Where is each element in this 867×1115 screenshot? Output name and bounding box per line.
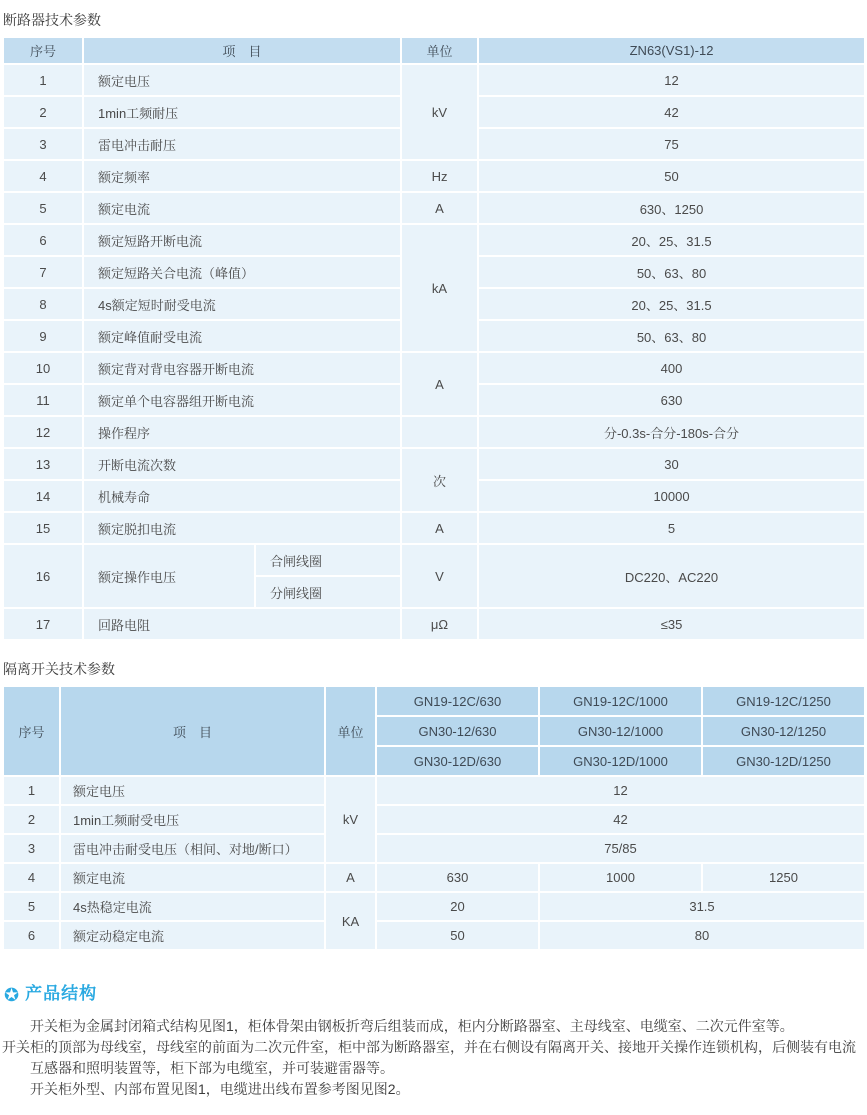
cell-no: 5 xyxy=(3,892,60,921)
cell-item: 1min工频耐受电压 xyxy=(60,805,325,834)
table-header-row xyxy=(3,37,865,64)
header-model: GN19-12C/1000 xyxy=(539,686,702,716)
cell-value: 1250 xyxy=(702,863,865,892)
header-unit: 单位 xyxy=(401,37,478,64)
cell-subitem-closing-coil: 合闸线圈 xyxy=(255,544,401,576)
table-row xyxy=(3,64,865,96)
cell-no: 6 xyxy=(3,921,60,950)
cell-unit: V xyxy=(401,544,478,608)
table-row xyxy=(3,352,865,384)
cell-unit: A xyxy=(325,863,376,892)
circled-star-icon: ✪ xyxy=(4,985,20,1005)
paragraph: 开关柜为金属封闭箱式结构见图1，柜体骨架由钢板折弯后组装而成，柜内分断路器室、主母线室、电缆室、二次元件室等。 xyxy=(30,1018,794,1034)
cell-item: 4s热稳定电流 xyxy=(60,892,325,921)
cell-unit: A xyxy=(401,352,478,416)
table-row xyxy=(3,224,865,256)
table-row xyxy=(3,416,865,448)
cell-value: 400 xyxy=(478,352,865,384)
header-model: GN30-12/630 xyxy=(376,716,539,746)
table-header-row xyxy=(3,686,865,716)
table-row xyxy=(3,512,865,544)
cell-no: 17 xyxy=(3,608,83,640)
cell-value: 12 xyxy=(376,776,865,805)
cell-no: 10 xyxy=(3,352,83,384)
cell-unit: μΩ xyxy=(401,608,478,640)
cell-item: 额定电流 xyxy=(60,863,325,892)
cell-value: 630 xyxy=(376,863,539,892)
cell-value: 42 xyxy=(376,805,865,834)
header-model: GN30-12D/1000 xyxy=(539,746,702,776)
table-row xyxy=(3,544,865,576)
cell-value: 50 xyxy=(478,160,865,192)
cell-item: 额定动稳定电流 xyxy=(60,921,325,950)
cell-value: 31.5 xyxy=(539,892,865,921)
cell-unit: kV xyxy=(325,776,376,863)
cell-item: 额定峰值耐受电流 xyxy=(83,320,401,352)
cell-item: 雷电冲击耐受电压（相间、对地/断口） xyxy=(60,834,325,863)
cell-value: 75 xyxy=(478,128,865,160)
cell-value: 分-0.3s-合分-180s-合分 xyxy=(478,416,865,448)
cell-value: 630、1250 xyxy=(478,192,865,224)
cell-no: 8 xyxy=(3,288,83,320)
cell-no: 9 xyxy=(3,320,83,352)
cell-item: 额定脱扣电流 xyxy=(83,512,401,544)
table2-title: 隔离开关技术参数 xyxy=(3,661,115,677)
table-row xyxy=(3,834,865,863)
header-model: ZN63(VS1)-12 xyxy=(478,37,865,64)
cell-no: 12 xyxy=(3,416,83,448)
cell-value: 10000 xyxy=(478,480,865,512)
cell-no: 14 xyxy=(3,480,83,512)
cell-unit: kA xyxy=(401,224,478,352)
cell-value: DC220、AC220 xyxy=(478,544,865,608)
cell-no: 2 xyxy=(3,96,83,128)
table-row xyxy=(3,805,865,834)
cell-item: 额定短路开断电流 xyxy=(83,224,401,256)
cell-value: 630 xyxy=(478,384,865,416)
cell-unit: A xyxy=(401,512,478,544)
table-row xyxy=(3,921,865,950)
cell-no: 7 xyxy=(3,256,83,288)
section-title: 产品结构 xyxy=(25,984,98,1003)
cell-no: 1 xyxy=(3,776,60,805)
cell-value: 80 xyxy=(539,921,865,950)
paragraph: 开关柜的顶部为母线室，母线室的前面为二次元件室，柜中部为断路器室，并在右侧设有隔离开关、接地开关操作连锁机构，后侧装有电流互感器和照明装置等，柜下部为电缆室，并可装避雷器等。 xyxy=(2,1039,856,1076)
cell-item: 额定电压 xyxy=(83,64,401,96)
cell-item: 1min工频耐压 xyxy=(83,96,401,128)
table-row xyxy=(3,160,865,192)
cell-no: 5 xyxy=(3,192,83,224)
cell-unit: A xyxy=(401,192,478,224)
cell-item: 4s额定短时耐受电流 xyxy=(83,288,401,320)
header-model: GN30-12/1000 xyxy=(539,716,702,746)
table-row xyxy=(3,776,865,805)
cell-no: 11 xyxy=(3,384,83,416)
cell-value: 20、25、31.5 xyxy=(478,288,865,320)
cell-no: 1 xyxy=(3,64,83,96)
product-structure-text xyxy=(2,1016,865,1100)
cell-value: 12 xyxy=(478,64,865,96)
cell-item: 额定短路关合电流（峰值） xyxy=(83,256,401,288)
breaker-parameters-table xyxy=(2,36,866,641)
cell-item: 雷电冲击耐压 xyxy=(83,128,401,160)
cell-no: 13 xyxy=(3,448,83,480)
table1-title: 断路器技术参数 xyxy=(3,12,101,28)
cell-unit: Hz xyxy=(401,160,478,192)
cell-no: 16 xyxy=(3,544,83,608)
cell-unit: 次 xyxy=(401,448,478,512)
header-unit: 单位 xyxy=(325,686,376,776)
cell-value: 50、63、80 xyxy=(478,320,865,352)
cell-value: 75/85 xyxy=(376,834,865,863)
cell-item: 额定单个电容器组开断电流 xyxy=(83,384,401,416)
cell-no: 3 xyxy=(3,128,83,160)
header-item: 项 目 xyxy=(83,37,401,64)
cell-item: 机械寿命 xyxy=(83,480,401,512)
cell-no: 6 xyxy=(3,224,83,256)
table-row xyxy=(3,448,865,480)
cell-item: 额定电压 xyxy=(60,776,325,805)
cell-value: 1000 xyxy=(539,863,702,892)
header-no: 序号 xyxy=(3,686,60,776)
cell-no: 4 xyxy=(3,863,60,892)
cell-item: 回路电阻 xyxy=(83,608,401,640)
cell-value: ≤35 xyxy=(478,608,865,640)
cell-subitem-opening-coil: 分闸线圈 xyxy=(255,576,401,608)
cell-item: 额定操作电压 xyxy=(83,544,255,608)
table-row xyxy=(3,608,865,640)
paragraph: 开关柜外型、内部布置见图1，电缆进出线布置参考图见图2。 xyxy=(30,1081,410,1097)
page xyxy=(0,10,867,1100)
cell-no: 2 xyxy=(3,805,60,834)
cell-unit: KA xyxy=(325,892,376,950)
cell-value: 30 xyxy=(478,448,865,480)
header-model: GN30-12/1250 xyxy=(702,716,865,746)
cell-value: 20、25、31.5 xyxy=(478,224,865,256)
header-model: GN19-12C/1250 xyxy=(702,686,865,716)
cell-unit xyxy=(401,416,478,448)
header-model: GN19-12C/630 xyxy=(376,686,539,716)
table-row xyxy=(3,192,865,224)
cell-value: 42 xyxy=(478,96,865,128)
cell-item: 额定背对背电容器开断电流 xyxy=(83,352,401,384)
cell-value: 20 xyxy=(376,892,539,921)
table-row xyxy=(3,892,865,921)
header-model: GN30-12D/1250 xyxy=(702,746,865,776)
cell-item: 额定电流 xyxy=(83,192,401,224)
header-model: GN30-12D/630 xyxy=(376,746,539,776)
header-no: 序号 xyxy=(3,37,83,64)
cell-no: 3 xyxy=(3,834,60,863)
disconnector-parameters-table xyxy=(2,685,866,951)
cell-unit: kV xyxy=(401,64,478,160)
cell-value: 50 xyxy=(376,921,539,950)
header-item: 项 目 xyxy=(60,686,325,776)
table-row xyxy=(3,863,865,892)
cell-value: 50、63、80 xyxy=(478,256,865,288)
cell-item: 额定频率 xyxy=(83,160,401,192)
cell-item: 开断电流次数 xyxy=(83,448,401,480)
cell-item: 操作程序 xyxy=(83,416,401,448)
cell-no: 15 xyxy=(3,512,83,544)
cell-no: 4 xyxy=(3,160,83,192)
product-structure-header xyxy=(2,979,865,1006)
cell-value: 5 xyxy=(478,512,865,544)
